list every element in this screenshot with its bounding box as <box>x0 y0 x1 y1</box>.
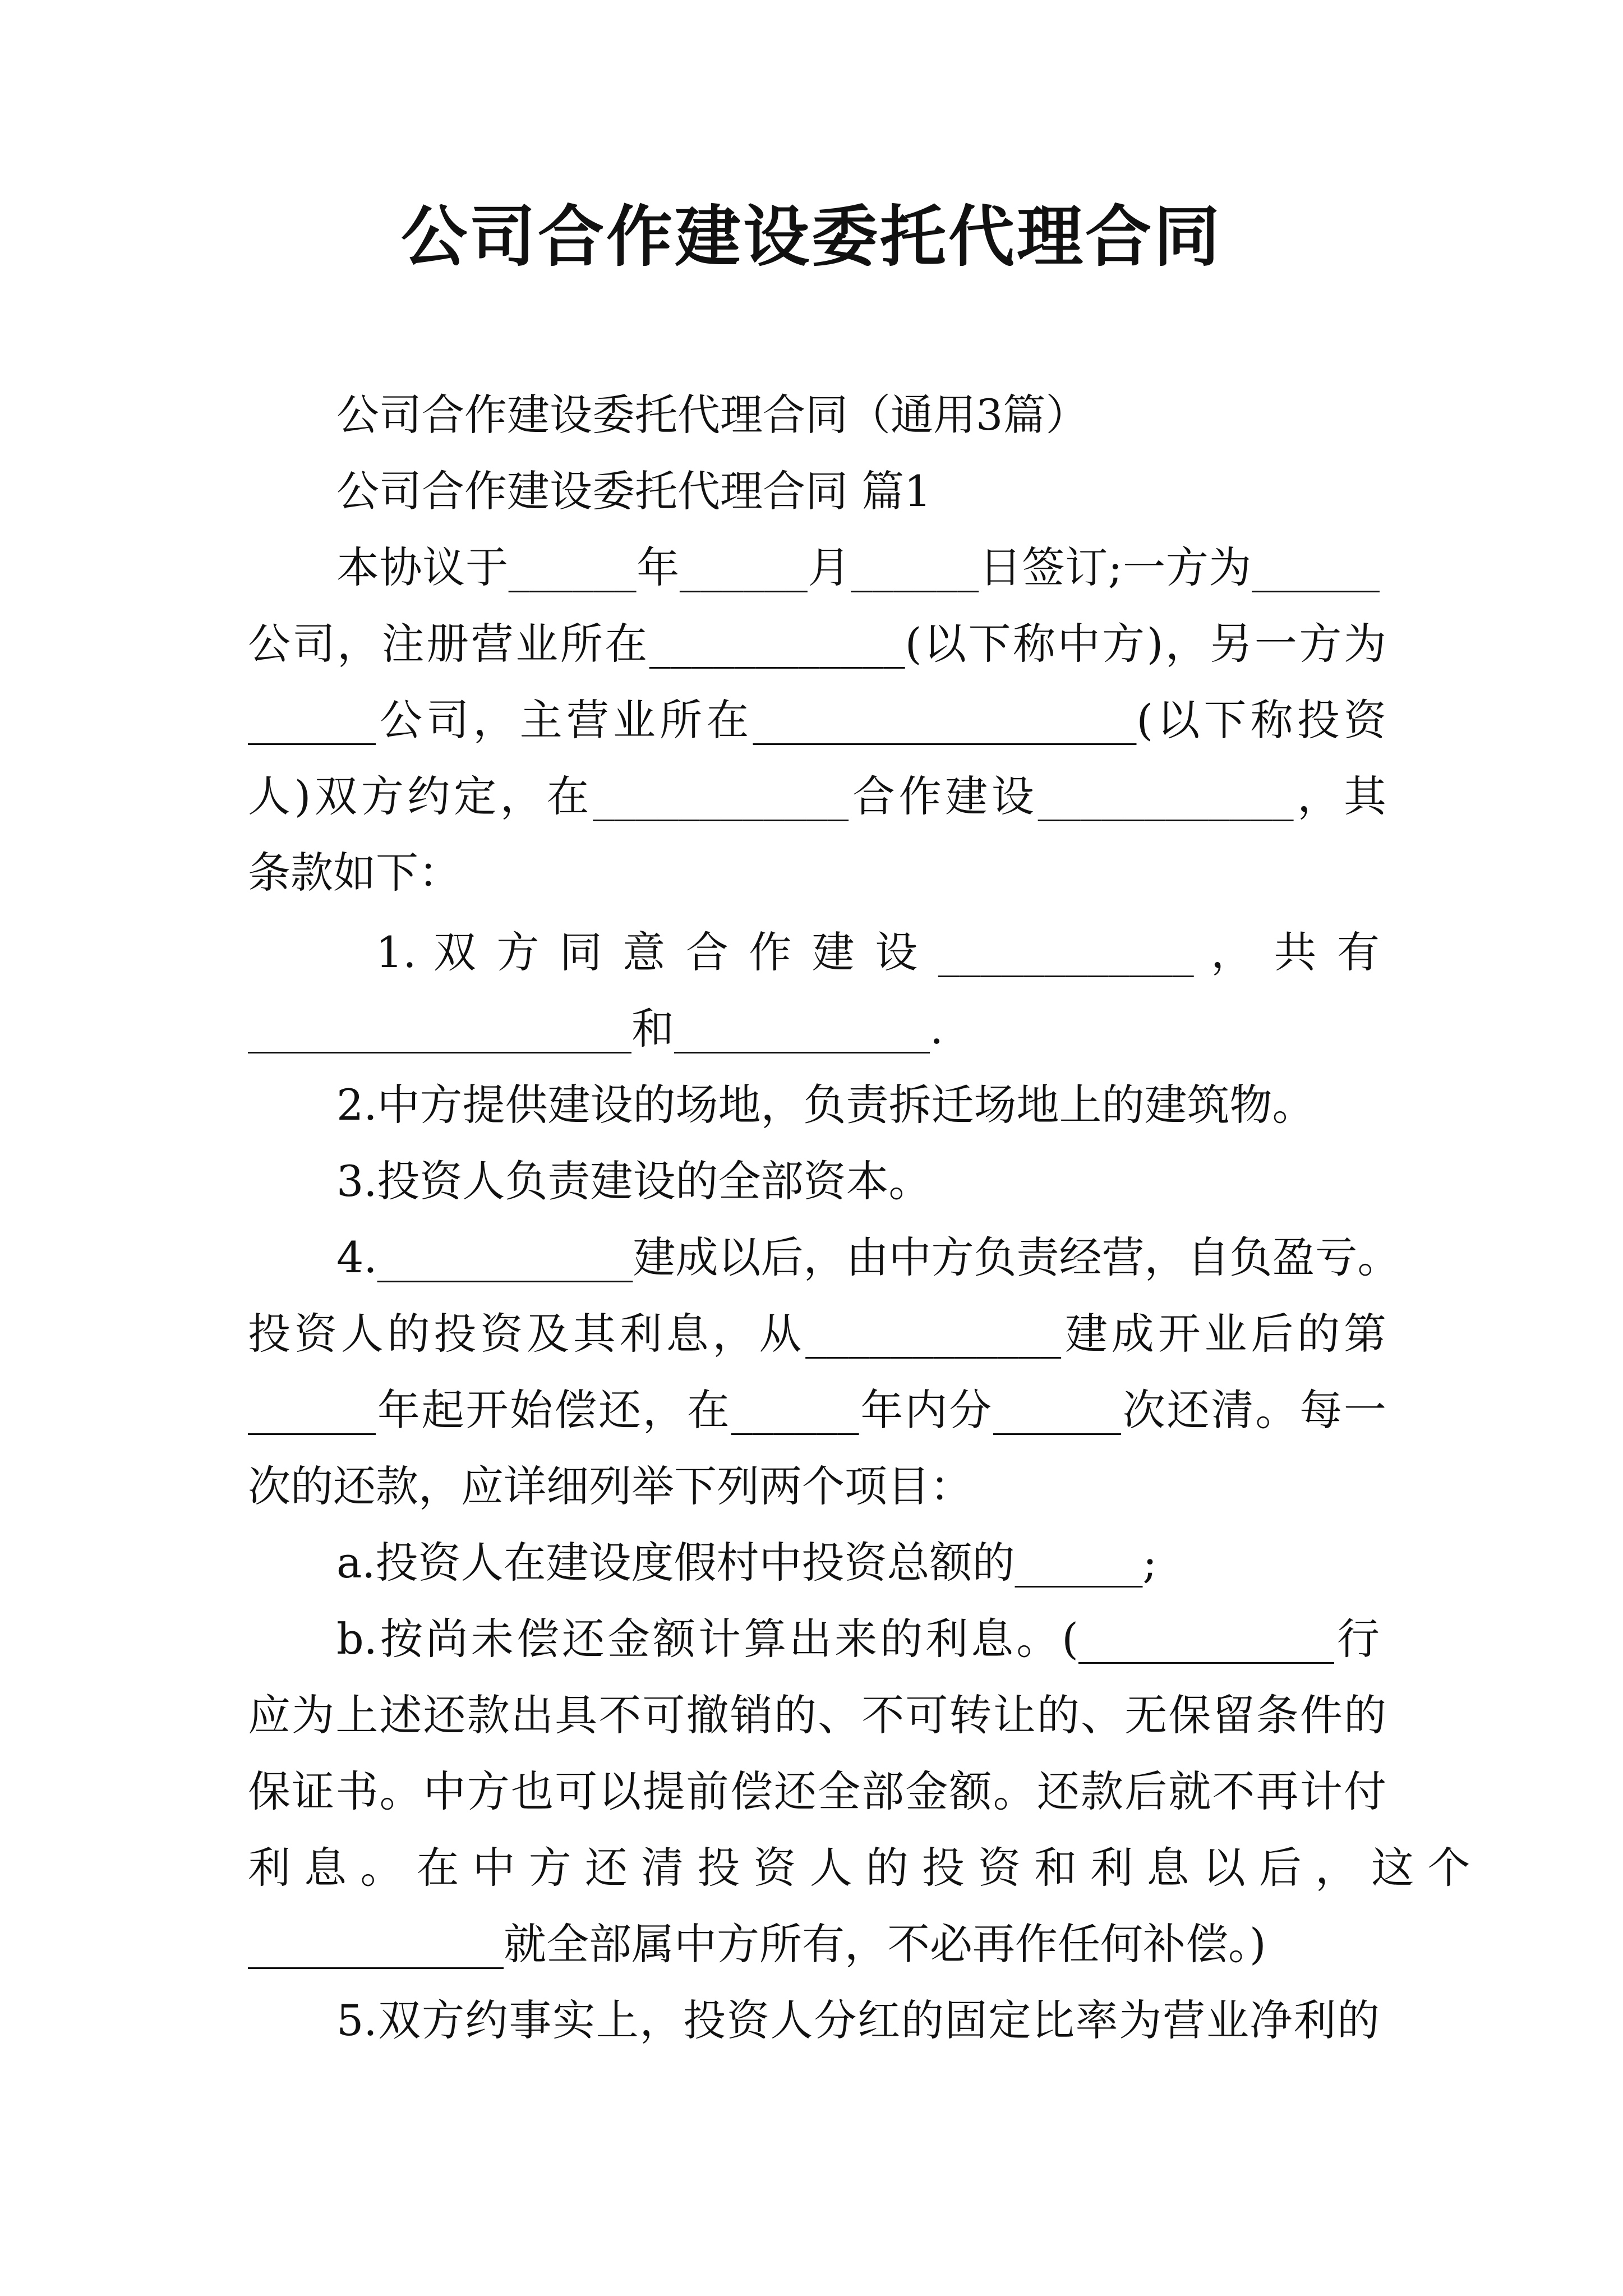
clause-line: 利 息 。 在 中 方 还 清 投 资 人 的 投 资 和 利 息 以 后 ， 这 个 <box>248 1843 1470 1893</box>
clause-line: 3.投资人负责建设的全部资本。 <box>336 1156 932 1206</box>
paragraph-line: 本协议于______年______月______日签订;一方为______ <box>336 542 1380 592</box>
clause-line: 次的还款，应详细列举下列两个项目： <box>248 1461 972 1511</box>
section-heading: 公司合作建设委托代理合同 篇1 <box>336 466 932 516</box>
paragraph-line: ______公司，主营业所在__________________(以下称投资 <box>248 695 1386 745</box>
document-title: 公司合作建设委托代理合同 <box>400 197 1222 275</box>
clause-line: __________________和____________. <box>248 1004 944 1053</box>
paragraph-line: 条款如下： <box>248 848 461 898</box>
clause-line: 4.____________建成以后，由中方负责经营，自负盈亏。 <box>336 1232 1400 1282</box>
clause-line: b.按尚未偿还金额计算出来的利息。(____________行 <box>336 1614 1380 1664</box>
paragraph-line: 公司，注册营业所在____________(以下称中方)，另一方为 <box>248 619 1386 669</box>
clause-line: a.投资人在建设度假村中投资总额的______; <box>336 1538 1158 1588</box>
clause-line: 5.双方约事实上，投资人分红的固定比率为营业净利的 <box>336 1995 1380 2045</box>
clause-line: 保证书。中方也可以提前偿还全部金额。还款后就不再计付 <box>248 1766 1386 1816</box>
clause-line: ______年起开始偿还，在______年内分______次还清。每一 <box>248 1385 1386 1435</box>
paragraph-line: 人)双方约定，在____________合作建设____________，其 <box>248 771 1386 821</box>
clause-line: ____________就全部属中方所有，不必再作任何补偿。) <box>248 1919 1266 1969</box>
clause-line: 2.中方提供建设的场地，负责拆迁场地上的建筑物。 <box>336 1080 1315 1130</box>
clause-line: 1. 双 方 同 意 合 作 建 设 ____________ ， 共 有 <box>376 927 1380 977</box>
clause-line: 投资人的投资及其利息，从____________建成开业后的第 <box>248 1309 1386 1359</box>
document-subtitle: 公司合作建设委托代理合同（通用3篇） <box>336 390 1089 440</box>
clause-line: 应为上述还款出具不可撤销的、不可转让的、无保留条件的 <box>248 1690 1386 1740</box>
